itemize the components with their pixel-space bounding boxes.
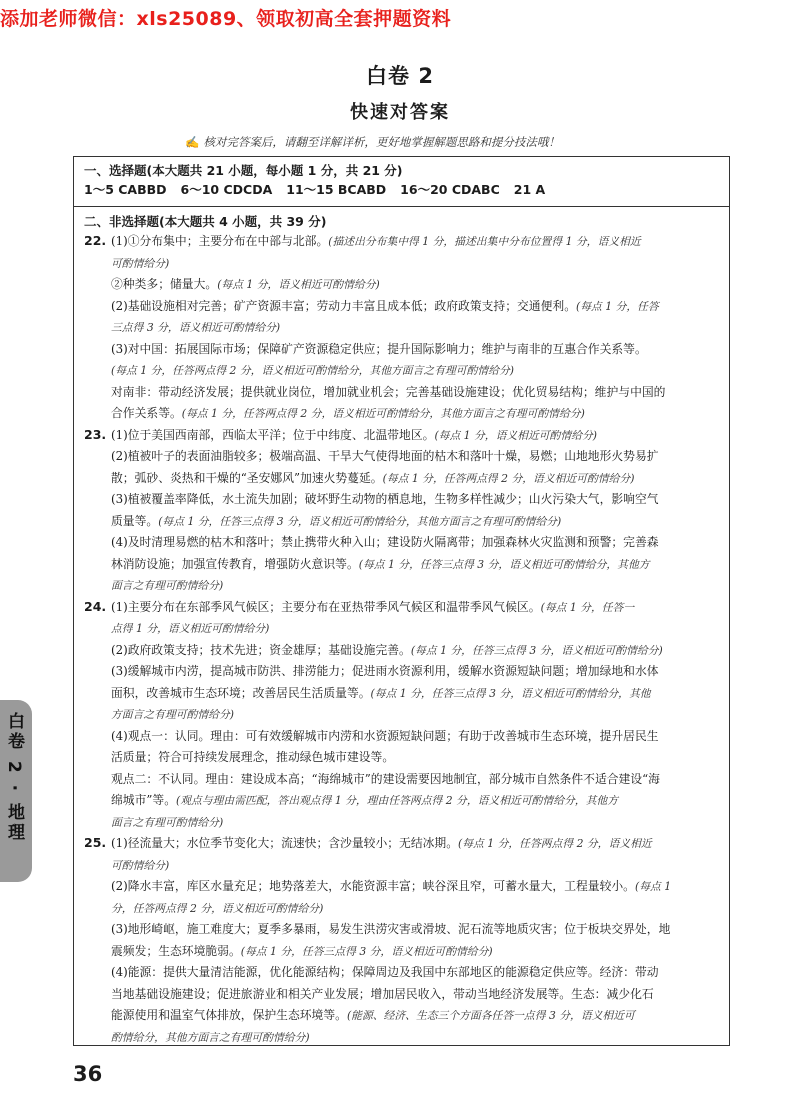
choice-answer-group: 1～5 CABBD [84,182,167,197]
answer-text: (2)植被叶子的表面油脂较多；极端高温、干旱大气使得地面的枯木和落叶十燥，易燃；山地地形火势易扩 [111,449,659,463]
watermark-text: 添加老师微信：xls25089、领取初高全套押题资料 [0,8,452,30]
page-subtitle: 快速对答案 [350,102,450,123]
answer-text: (4)及时清理易燃的枯木和落叶；禁止携带火种入山；建设防火隔离带；加强森林火灾监测和预警；完善森 [111,535,659,549]
scoring-note: 三点得 3 分，语义相近可酌情给分) [111,321,281,334]
answer-text: (1)①分布集中；主要分布在中部与北部。 [111,234,329,248]
answer-line [111,317,719,339]
scoring-note: (每点 1 [634,880,672,893]
pen-icon: ✍ [185,135,200,149]
scoring-note: (描述出分布集中得 1 分，描述出集中分布位置得 1 分，语义相近 [328,235,641,248]
answer-text: (3)植被覆盖率降低，水土流失加剧；破坏野生动物的栖息地，生物多样性减少；山火污染大气，影响空气 [111,492,659,506]
answer-text: 面积，改善城市生态环境；改善居民生活质量等。 [111,685,371,700]
answer-line [111,532,719,554]
tip-text: 核对完答案后，请翻至详解详析，更好地掌握解题思路和提分技法哦！ [203,135,560,149]
answer-line [111,769,719,791]
page-number: 36 [73,1062,103,1086]
answer-line [111,898,719,920]
choice-answer-group: 16～20 CDABC [400,182,500,197]
scoring-note: 分，任答两点得 2 分，语义相近可酌情给分) [111,901,324,915]
open-section [74,209,729,1045]
answer-line [111,726,719,748]
choice-answer-group: 21 A [513,182,546,197]
scoring-note: (每点 1 分，任答一 [540,600,635,614]
answer-line [111,640,719,662]
answer-line [111,1027,719,1049]
answer-text: (3)对中国：拓展国际市场；保障矿产资源稳定供应；提升国际影响力；维护与南非的互惠合作关系等。 [111,341,647,356]
scoring-note: (每点 1 分，任答三点得 3 分，语义相近可酌情给分，其他 [370,686,651,700]
answer-text: 能源使用和温室气体排放，保护生态环境等。 [111,1008,347,1022]
scoring-note: (每点 1 分，任答 [576,299,659,313]
answer-text: 对南非：带动经济发展；提供就业岗位，增加就业机会；完善基础设施建设；优化贸易结构；维护与中国的 [111,384,666,399]
answer-text: (3)缓解城市内涝，提高城市防洪、排涝能力；促进雨水资源利用，缓解水资源短缺问题；增加绿地和水体 [111,664,659,678]
scoring-note: 方面言之有理可酌情给分) [111,708,234,721]
scoring-note: (每点 1 分，任答两点得 2 分，语义相近可酌情给分，其他方面言之有理可酌情给分) [181,407,585,420]
scoring-note: (观点与理由需匹配，答出观点得 1 分，理由任答两点得 2 分，语义相近可酌情给分，其他方 [176,794,618,807]
answer-line [111,360,719,382]
answer-text: 散；弧砂、炎热和干燥的“圣安娜风”加速火势蔓延。 [111,470,383,485]
scoring-note: (每点 1 分，任答两点得 2 分，语义相近 [458,837,652,850]
answer-text: (2)政府政策支持；技术先进；资金雄厚；基础设施完善。 [111,642,411,657]
answer-line [111,468,719,490]
answer-line [111,661,719,683]
answer-line [111,597,719,619]
answer-line [111,253,719,275]
scoring-note: (每点 1 分，任答两点得 2 分，语义相近可酌情给分) [382,471,635,485]
answer-line [111,618,719,640]
answer-line [111,704,719,726]
answer-line [111,984,719,1006]
scoring-note: (每点 1 分，语义相近可酌情给分) [434,428,597,442]
side-tab-label: 白卷 2 · 地理 [4,712,24,844]
scoring-note: (每点 1 分，任答两点得 2 分，语义相近可酌情给分，其他方面言之有理可酌情给分) [111,364,514,377]
answer-text: 绵城市”等。 [111,793,177,807]
scoring-note: (每点 1 分，任答三点得 3 分，语义相近可酌情给分，其他方 [358,557,650,571]
question-block [84,833,719,1048]
answer-text: (1)位于美国西南部，西临太平洋；位于中纬度、北温带地区。 [111,427,435,442]
side-tab [0,700,32,882]
answer-line [111,274,719,296]
answer-text: 当地基础设施建设；促进旅游业和相关产业发展；增加居民收入，带动当地经济发展等。生态：减少化石 [111,986,654,1001]
scoring-note: (每点 1 分，任答三点得 3 分，语义相近可酌情给分) [240,944,493,958]
answer-line [111,231,719,253]
answer-text: (4)能源：提供大量清洁能源，优化能源结构；保障周边及我国中东部地区的能源稳定供应等。经济：带动 [111,965,659,979]
answer-line [111,855,719,877]
answer-line [111,511,719,533]
scoring-note: 点得 1 分，语义相近可酌情给分) [111,622,270,635]
scoring-note: (每点 1 分，语义相近可酌情给分) [217,278,380,291]
answer-line [111,339,719,361]
answer-line [111,296,719,318]
answer-text: (1)径流量大；水位季节变化大；流速快；含沙量较小；无结冰期。 [111,836,459,850]
answer-text: 活质量；符合可持续发展理念，推动绿色城市建设等。 [111,750,395,764]
answer-text: 林消防设施；加强宣传教育，增强防火意识等。 [111,556,359,571]
question-number: 25. [84,835,107,850]
answer-text: (3)地形崎岖，施工难度大；夏季多暴雨，易发生洪涝灾害或滑坡、泥石流等地质灾害；位于板块交界处，地 [111,922,671,936]
choice-answer-group: 6～10 CDCDA [180,182,273,197]
answer-line [111,812,719,834]
answer-line [111,833,719,855]
choice-answers [84,180,719,200]
answer-text: ②种类多；储量大。 [111,277,218,291]
answer-text: 合作关系等。 [111,406,182,420]
open-heading: 二、非选择题(本大题共 4 小题，共 39 分) [84,214,327,229]
choice-answer-group: 11～15 BCABD [286,182,387,197]
question-list [84,231,719,1048]
answer-line [111,941,719,963]
answer-line [111,747,719,769]
scoring-note: 酌情给分，其他方面言之有理可酌情给分) [111,1030,310,1044]
answer-text: 质量等。 [111,513,159,528]
scoring-note: 可酌情给分) [111,858,170,872]
choice-section [74,157,729,207]
choice-heading: 一、选择题(本大题共 21 小题，每小题 1 分，共 21 分) [84,163,403,178]
answer-text: 震频发；生态环境脆弱。 [111,943,241,958]
answer-line [111,1005,719,1027]
question-number: 23. [84,426,107,442]
scoring-note: (每点 1 分，任答三点得 3 分，语义相近可酌情给分，其他方面言之有理可酌情给分) [158,514,562,528]
question-number: 24. [84,598,107,614]
scoring-note: 面言之有理可酌情给分) [111,579,224,592]
scoring-note: 可酌情给分) [111,256,170,270]
answer-line [111,962,719,984]
question-block [84,597,719,834]
answer-box [73,156,730,1046]
answer-line [111,790,719,812]
answer-line [111,554,719,576]
question-block [84,231,719,425]
answer-line [111,446,719,468]
answer-text: (4)观点一：认同。理由：可有效缓解城市内涝和水资源短缺问题；有助于改善城市生态环境，提升居民生 [111,728,659,743]
answer-text: (2)基础设施相对完善；矿产资源丰富；劳动力丰富且成本低；政府政策支持；交通便利。 [111,298,576,313]
scoring-note: (每点 1 分，任答三点得 3 分，语义相近可酌情给分) [410,643,663,657]
answer-line [111,683,719,705]
answer-line [111,575,719,597]
tip-line [185,134,665,150]
scoring-note: 面言之有理可酌情给分) [111,815,224,829]
answer-text: 观点二：不认同。理由：建设成本高；“海绵城市”的建设需要因地制宜，部分城市自然条件不适合建设“海 [111,771,660,786]
answer-line [111,403,719,425]
page-title: 白卷 2 [366,64,434,88]
answer-text: (1)主要分布在东部季风气候区；主要分布在亚热带季风气候区和温带季风气候区。 [111,599,541,614]
answer-line [111,919,719,941]
question-number: 22. [84,233,107,248]
answer-line [111,382,719,404]
question-block [84,425,719,597]
scoring-note: (能源、经济、生态三个方面各任答一点得 3 分，语义相近可 [346,1009,635,1022]
answer-line [111,489,719,511]
answer-text: (2)降水丰富，库区水量充足；地势落差大，水能资源丰富；峡谷深且窄，可蓄水量大，工程量较小。 [111,879,635,893]
answer-line [111,876,719,898]
answer-line [111,425,719,447]
